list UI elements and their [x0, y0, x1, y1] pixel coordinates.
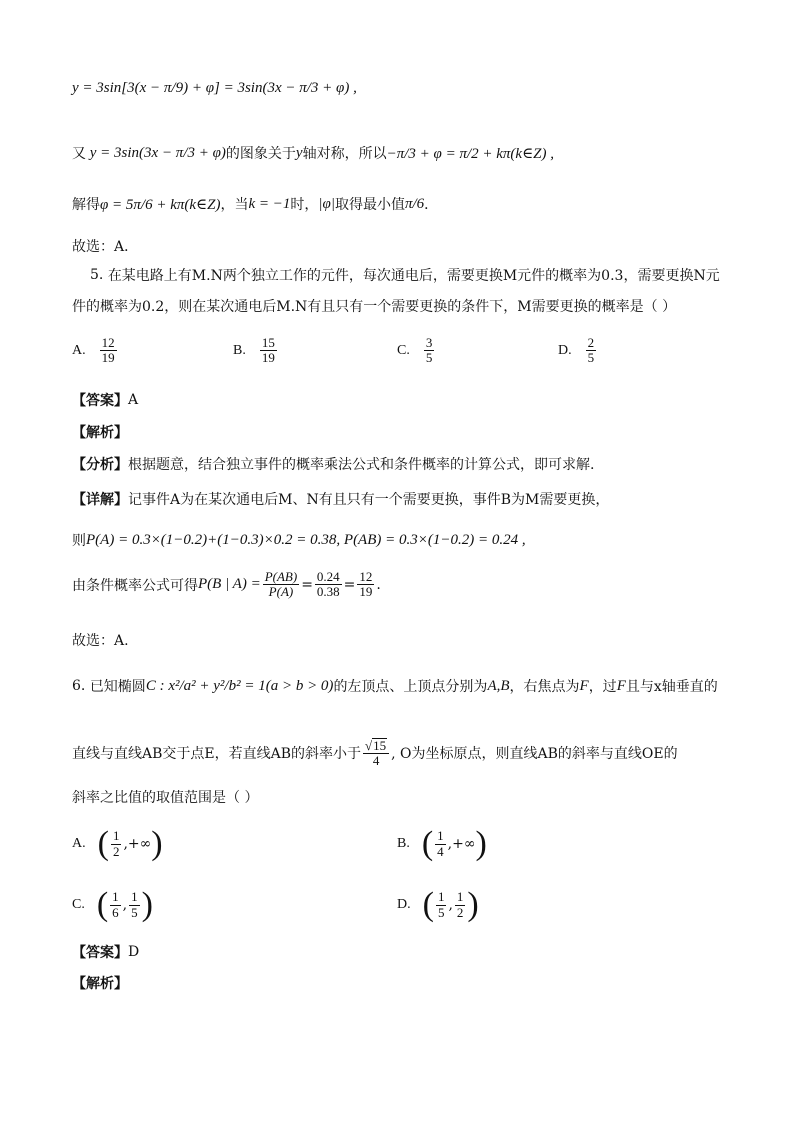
sqrt-fraction	[363, 738, 389, 769]
option-fraction	[260, 336, 277, 366]
q6-number: 6.	[72, 678, 86, 694]
numerator: 0.24	[316, 569, 340, 584]
q5-text-2: 件的概率为0.2，则在某次通电后M.N有且只有一个需要更换的条件下，M需要更换的概率是（ ）	[72, 299, 677, 315]
text-mid2: 时，	[290, 197, 319, 213]
option-fraction	[100, 336, 117, 366]
q6-mid3: ，过	[588, 679, 617, 695]
q6-prefix: 已知椭圆	[89, 679, 146, 695]
numerator: 1	[131, 889, 138, 905]
focus-f: F	[579, 677, 589, 694]
numerator: 1	[112, 828, 120, 844]
denominator: 4	[372, 753, 380, 769]
formula-line-2	[72, 143, 554, 163]
denominator: 5	[131, 904, 138, 920]
q5-text-1	[90, 265, 720, 285]
q6-text-2	[72, 738, 678, 769]
formula-line-1: y = 3sin[3(x − π/9) + φ] = 3sin(3x − π/3 + φ) ,	[72, 80, 357, 96]
calc-prefix: 由条件概率公式可得	[72, 577, 198, 594]
interval-rest: ,+∞	[123, 836, 152, 852]
answer-value: A	[128, 392, 139, 408]
denominator: 5	[437, 904, 445, 920]
q6-option-a: A. ( $\frac{1}{2}$ ,+∞ )	[72, 825, 163, 862]
option-fraction	[435, 829, 446, 859]
q6-stem-2: 直线与直线AB交于点E，若直线AB的斜率小于	[72, 746, 362, 763]
text-mid2: 轴对称，所以	[302, 146, 387, 162]
q5-answer	[72, 390, 138, 410]
choose-line-q4: 故选：A．	[72, 239, 139, 255]
q6-text-1	[72, 676, 718, 696]
q6-stem-2-rest: , O为坐标原点，则直线AB的斜率与直线OE的	[391, 746, 678, 763]
formula-eq: −π/3 + φ = π/2 + kπ(k∈Z) ,	[386, 145, 555, 162]
denominator: 2	[456, 904, 464, 920]
option-label: A.	[72, 342, 86, 358]
q6-option-b: B. ( $\frac{1}{4}$ ,+∞ )	[397, 825, 487, 862]
denominator: 5	[587, 350, 595, 366]
q6-mid: 的左顶点、上顶点分别为	[333, 679, 488, 695]
min-value: π/6	[404, 195, 425, 212]
text-prefix: 解得	[72, 197, 100, 213]
answer-value: D	[128, 944, 140, 960]
q6-option-d: D. ( $\frac{1}{5}$ , $\frac{1}{2}$ )	[397, 886, 479, 923]
numerator: 1	[112, 889, 119, 905]
q5-calc-1	[72, 530, 526, 550]
calc-formula: P(A) = 0.3×(1−0.2)+(1−0.3)×0.2 = 0.38, P(AB) = 0.3×(1−0.2) = 0.24 ,	[86, 531, 526, 548]
ellipse-equation: C : x²/a² + y²/b² = 1(a > b > 0)	[145, 677, 334, 694]
radicand: 15	[373, 738, 387, 753]
option-label: C.	[397, 342, 410, 358]
denominator: P(A)	[268, 584, 294, 600]
denominator: 19	[261, 350, 275, 366]
denominator: 0.38	[316, 584, 340, 600]
fraction-pab-pa	[263, 570, 299, 600]
fraction-values	[315, 570, 342, 600]
denominator: 19	[359, 584, 373, 600]
q5-stem-1: 在某电路上有M.N两个独立工作的元件，每次通电后，需要更换M元件的概率为0.3，需要更换N元	[107, 268, 720, 284]
option-fraction-left	[436, 890, 447, 920]
option-label: B.	[233, 342, 246, 358]
fenxi-text: 根据题意，结合独立事件的概率乘法公式和条件概率的计算公式，即可求解.	[128, 457, 595, 473]
xiangjie-tag: 【详解】	[72, 492, 128, 508]
denominator: 6	[112, 904, 119, 920]
answer-tag: 【答案】	[72, 945, 128, 961]
option-label: D.	[558, 342, 572, 358]
denominator: 2	[112, 843, 120, 859]
numerator: 15	[261, 335, 275, 350]
answer-tag: 【答案】	[72, 393, 128, 409]
text-mid: 的图象关于	[225, 146, 296, 162]
q5-analysis-tag: 【解析】	[72, 425, 128, 441]
text-mid: ，当	[220, 197, 249, 213]
q6-mid2: ，右焦点为	[509, 679, 580, 695]
q5-number: 5.	[90, 267, 104, 283]
focus-f-2: F	[616, 677, 626, 694]
abs-phi: |φ|	[318, 195, 335, 212]
numerator: √ 15	[363, 738, 389, 754]
calc-prefix: 则	[72, 533, 86, 549]
numerator: 3	[425, 335, 433, 350]
option-label: A.	[72, 836, 86, 851]
q5-option-b	[233, 336, 279, 366]
interval-rest: ,+∞	[447, 836, 476, 852]
fenxi-tag: 【分析】	[72, 457, 128, 473]
option-label: B.	[397, 836, 410, 851]
option-fraction-right	[129, 890, 140, 920]
q5-option-d	[558, 336, 598, 366]
fraction-result	[357, 570, 374, 600]
q5-option-a	[72, 336, 119, 366]
numerator: 12	[101, 335, 115, 350]
q6-end: 且与x轴垂直的	[625, 679, 718, 695]
denominator: 4	[437, 843, 444, 859]
q6-analysis-tag: 【解析】	[72, 976, 128, 992]
conditional-lhs: P(B | A) =	[198, 576, 261, 593]
numerator: 2	[587, 335, 595, 350]
points-ab: A,B	[487, 677, 510, 694]
phi-solution: φ = 5π/6 + kπ(k∈Z)	[100, 196, 221, 213]
k-value: k = −1	[248, 195, 291, 212]
option-fraction	[586, 336, 597, 366]
option-fraction	[111, 829, 122, 859]
numerator: 12	[359, 569, 373, 584]
formula-line-3: 解得 φ = 5π/6 + kπ(k∈Z) ，当 k = −1 时， |φ| 取得最小值 π/6 ．	[72, 195, 439, 213]
q6-answer	[72, 942, 139, 962]
option-fraction-right	[455, 890, 466, 920]
numerator: 1	[437, 889, 445, 905]
option-fraction	[424, 336, 435, 366]
text-end: 取得最小值	[334, 197, 405, 213]
option-label: C.	[72, 897, 85, 912]
option-fraction-left	[110, 890, 121, 920]
axis-var: y	[295, 144, 303, 161]
numerator: P(AB)	[264, 569, 298, 584]
denominator: 19	[101, 350, 115, 366]
numerator: 1	[437, 828, 444, 844]
q6-option-c: C. ( $\frac{1}{6}$ , $\frac{1}{5}$ )	[72, 886, 153, 923]
q5-choose: 故选：A.	[72, 633, 129, 649]
option-label: D.	[397, 897, 411, 912]
xiangjie-text: 记事件A为在某次通电后M、N有且只有一个需要更换，事件B为M需要更换，	[128, 492, 610, 508]
formula-y-eq: y = 3sin(3x − π/3 + φ)	[86, 144, 226, 161]
numerator: 1	[456, 889, 464, 905]
q5-xiangjie	[72, 489, 609, 509]
q5-option-c	[397, 336, 436, 366]
q5-fenxi	[72, 454, 594, 474]
q5-calc-2: 由条件概率公式可得 P(B | A) = $\frac{P(AB)}{P(A)}$ = $\frac{0.24}{0.38}$ = $\frac{12}{19}$ .	[72, 569, 381, 600]
text-prefix: 又	[72, 146, 86, 162]
denominator: 5	[425, 350, 433, 366]
q6-text-3: 斜率之比值的取值范围是（ ）	[72, 790, 259, 806]
